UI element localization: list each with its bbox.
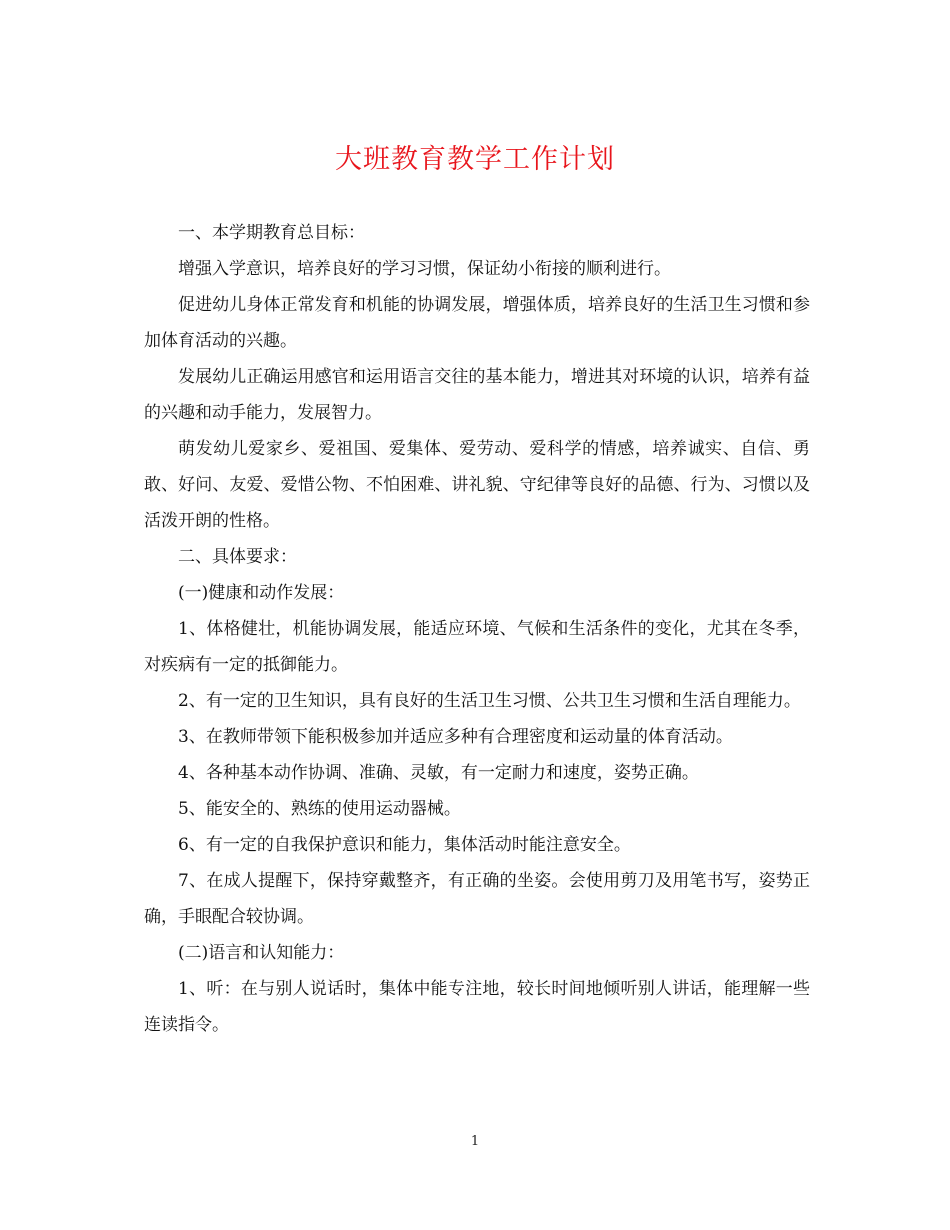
paragraph-language-heading: (二)语言和认知能力： — [178, 943, 345, 963]
paragraph-goal-heading: 一、本学期教育总目标： — [178, 223, 365, 243]
document-title: 大班教育教学工作计划 — [335, 144, 615, 175]
paragraph-goal-4: 萌发幼儿爱家乡、爱祖国、爱集体、爱劳动、爱科学的情感，培养诚实、自信、勇敢、好问、友爱、爱惜公物、不怕困难、讲礼貌、守纪律等良好的品德、行为、习惯以及活泼开朗的性格。 — [144, 439, 810, 531]
paragraph-goal-1: 增强入学意识，培养良好的学习习惯，保证幼小衔接的顺利进行。 — [178, 259, 671, 279]
paragraph-health-1: 1、体格健壮，机能协调发展，能适应环境、气候和生活条件的变化，尤其在冬季，对疾病有一定的抵御能力。 — [144, 619, 810, 675]
paragraph-health-3: 3、在教师带领下能积极参加并适应多种有合理密度和运动量的体育活动。 — [178, 727, 733, 747]
paragraph-health-heading: (一)健康和动作发展： — [178, 583, 345, 603]
paragraph-requirements-heading: 二、具体要求： — [178, 547, 297, 567]
paragraph-health-5: 5、能安全的、熟练的使用运动器械。 — [178, 799, 461, 819]
paragraph-health-2: 2、有一定的卫生知识，具有良好的生活卫生习惯、公共卫生习惯和生活自理能力。 — [178, 691, 801, 711]
paragraph-health-6: 6、有一定的自我保护意识和能力，集体活动时能注意安全。 — [178, 835, 631, 855]
paragraph-health-7: 7、在成人提醒下，保持穿戴整齐，有正确的坐姿。会使用剪刀及用笔书写，姿势正确，手眼配合较协调。 — [144, 871, 810, 927]
paragraph-language-1: 1、听：在与别人说话时，集体中能专注地，较长时间地倾听别人讲话，能理解一些连读指令。 — [144, 979, 810, 1035]
paragraph-goal-3: 发展幼儿正确运用感官和运用语言交往的基本能力，增进其对环境的认识，培养有益的兴趣和动手能力，发展智力。 — [144, 367, 810, 423]
paragraph-health-4: 4、各种基本动作协调、准确、灵敏，有一定耐力和速度，姿势正确。 — [178, 763, 699, 783]
page-number: 1 — [470, 1134, 480, 1149]
document-body — [144, 215, 810, 1043]
paragraph-goal-2: 促进幼儿身体正常发育和机能的协调发展，增强体质，培养良好的生活卫生习惯和参加体育活动的兴趣。 — [144, 295, 810, 351]
